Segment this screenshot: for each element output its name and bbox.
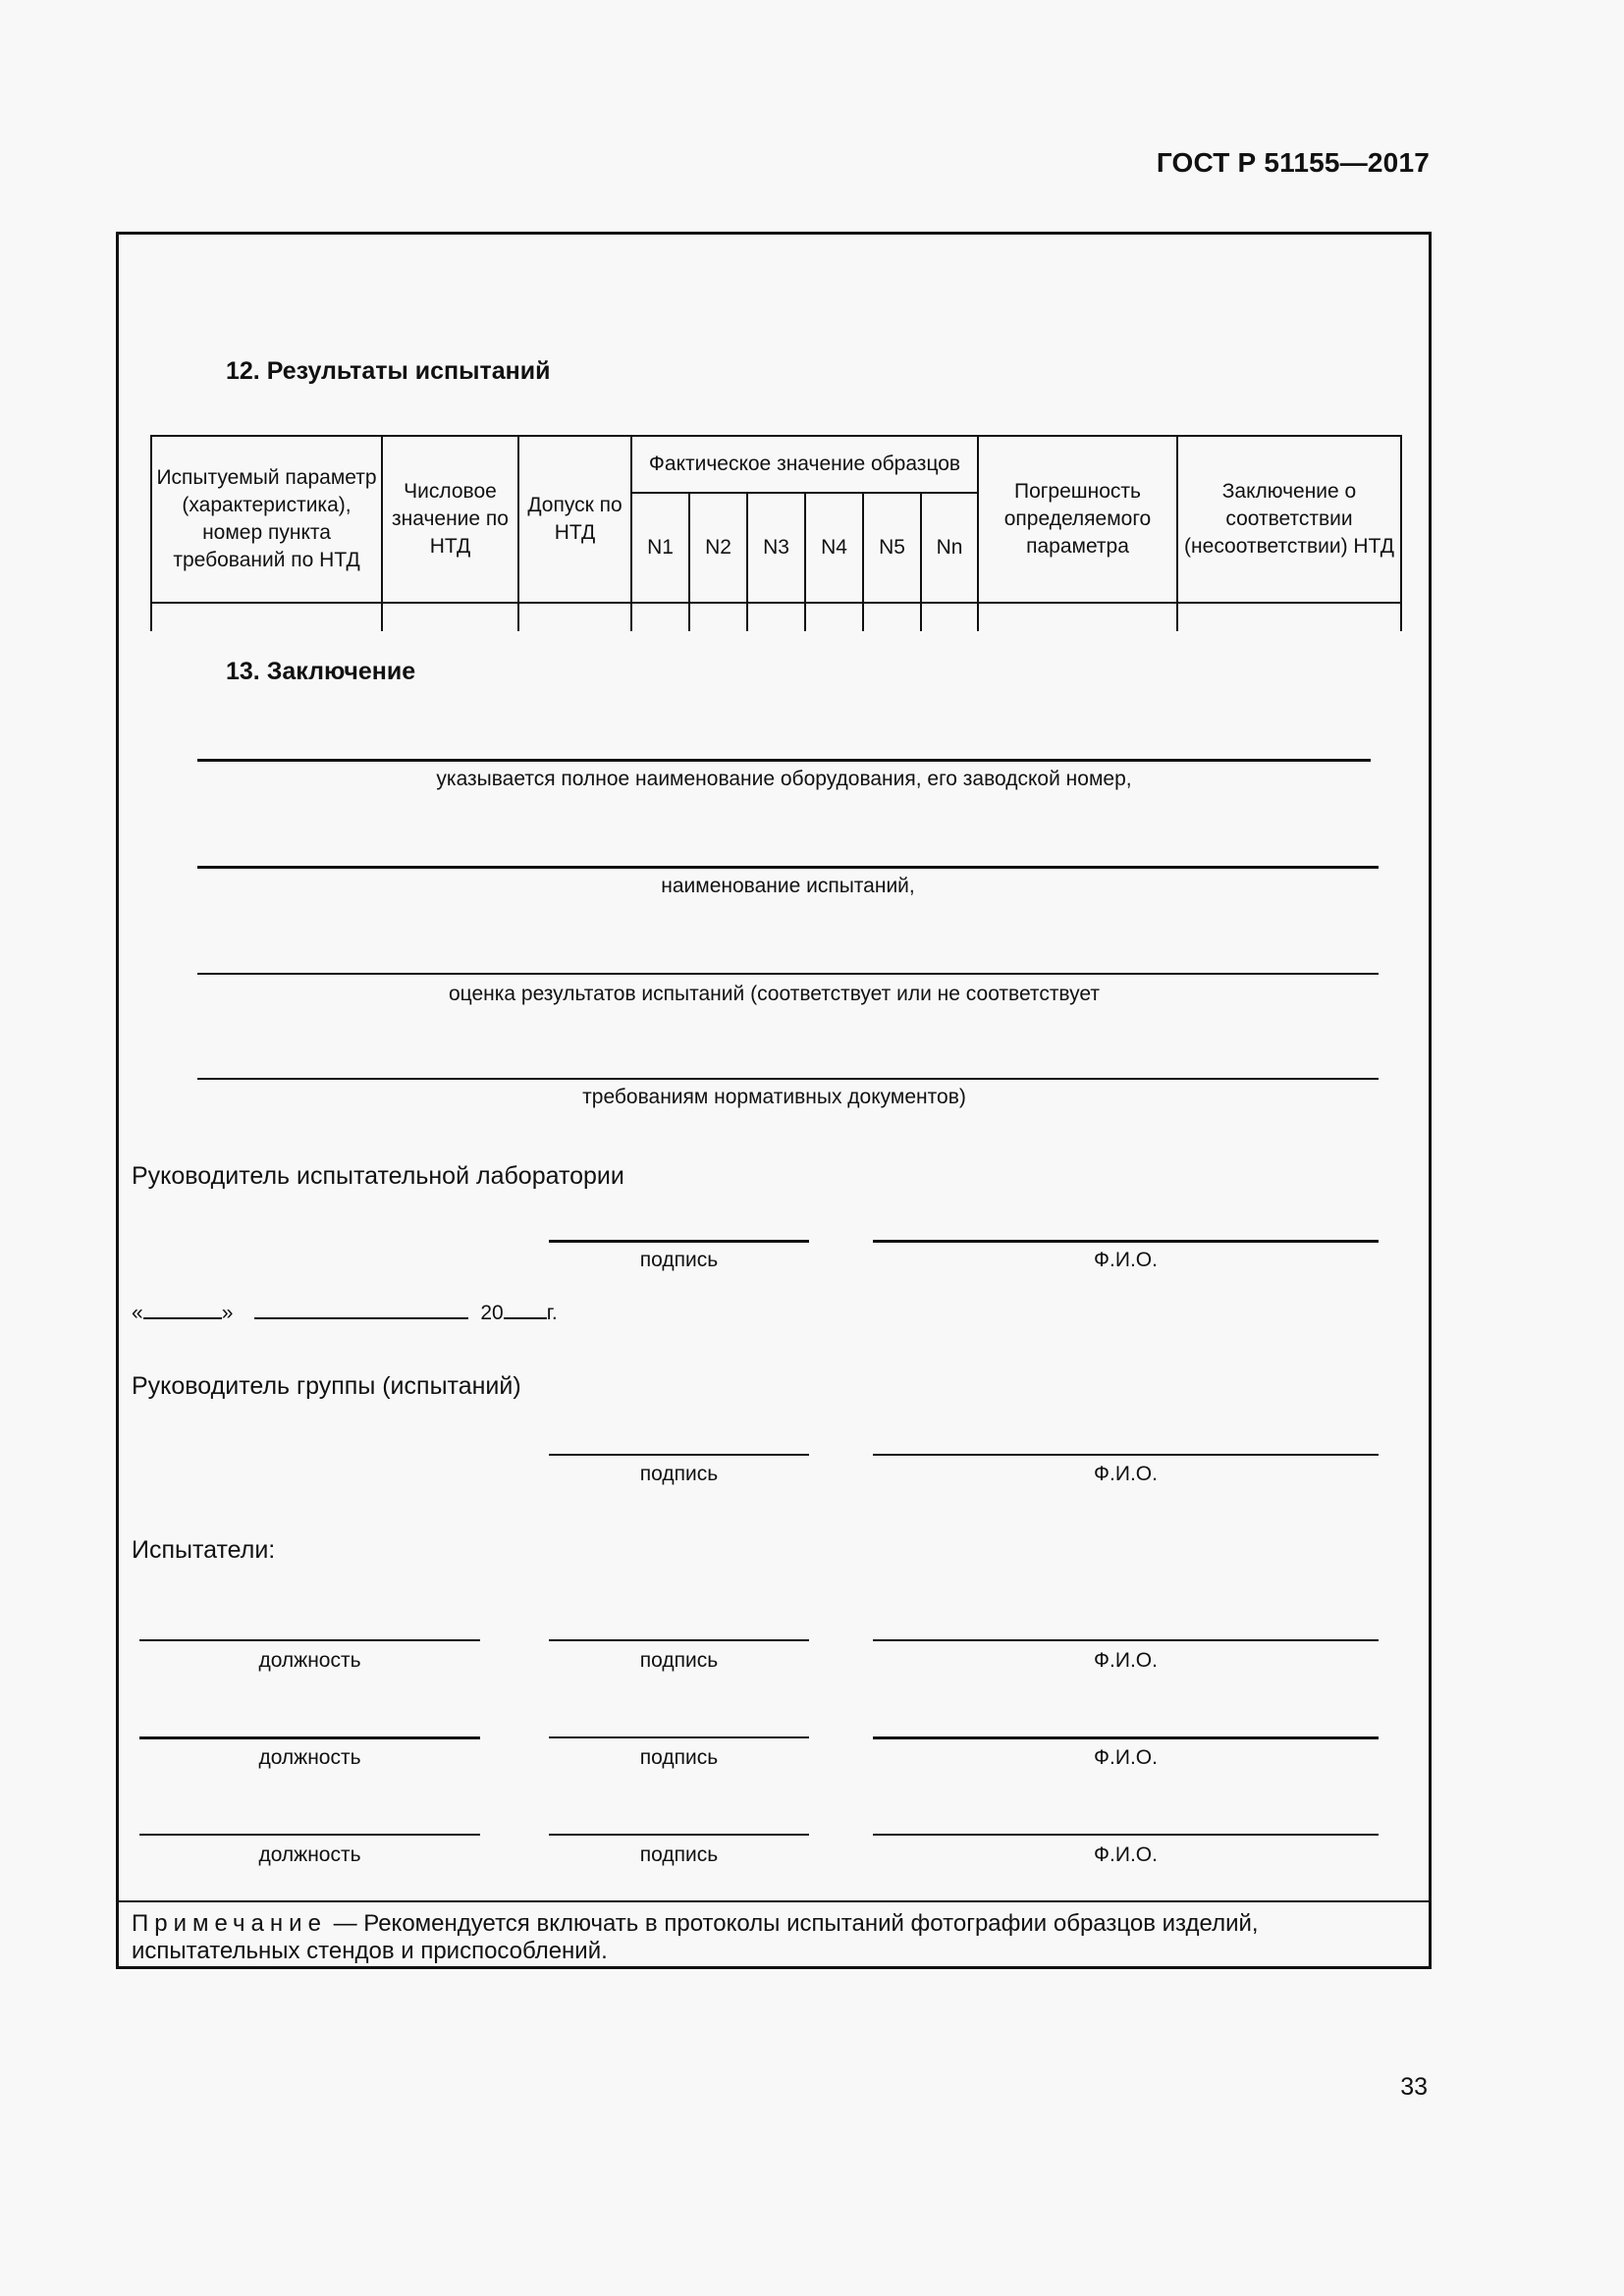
group-head-label: Руководитель группы (испытаний) xyxy=(132,1372,521,1400)
table-cell xyxy=(382,603,518,631)
signature-caption: подпись xyxy=(639,1249,719,1271)
date-month-blank xyxy=(254,1298,468,1319)
table-cell xyxy=(921,603,978,631)
date-close-quote: » xyxy=(221,1302,234,1324)
table-cell xyxy=(863,603,921,631)
note-label: Примечание xyxy=(132,1910,327,1937)
conclusion-line-2 xyxy=(197,866,1379,869)
name-caption: Ф.И.О. xyxy=(1094,1463,1158,1485)
header-conclusion: Заключение о соответствии (несоответствии) НТД xyxy=(1177,436,1401,603)
date-day-blank xyxy=(143,1298,222,1319)
header-parameter: Испытуемый параметр (характеристика), номер пункта требований по НТД xyxy=(151,436,382,603)
page-number: 33 xyxy=(1400,2073,1428,2101)
tester-2-signature-line xyxy=(549,1736,809,1738)
document-code: ГОСТ Р 51155—2017 xyxy=(1156,147,1430,178)
section-13-title: 13. Заключение xyxy=(226,658,416,685)
note xyxy=(132,1910,1408,1965)
lab-head-name-line xyxy=(873,1240,1379,1243)
testers-label: Испытатели: xyxy=(132,1536,276,1564)
date-open-quote: « xyxy=(132,1302,143,1324)
position-caption: должность xyxy=(258,1843,361,1866)
signature-caption: подпись xyxy=(639,1649,719,1672)
header-sample-n2: N2 xyxy=(689,493,747,603)
lab-head-signature-line xyxy=(549,1240,809,1243)
conclusion-caption-2: наименование испытаний, xyxy=(661,875,915,897)
header-numeric-value: Числовое значение по НТД xyxy=(382,436,518,603)
note-text: — Рекомендуется включать в протоколы испытаний фотографии образцов изделий, испытательных стендов и приспособлений. xyxy=(132,1910,1259,1964)
conclusion-line-1 xyxy=(197,759,1371,762)
name-caption: Ф.И.О. xyxy=(1094,1843,1158,1866)
conclusion-caption-4: требованиям нормативных документов) xyxy=(582,1086,966,1108)
tester-3-position-line xyxy=(139,1834,480,1836)
header-error: Погрешность определяемого параметра xyxy=(978,436,1177,603)
position-caption: должность xyxy=(258,1746,361,1769)
table-row xyxy=(151,603,1401,631)
name-caption: Ф.И.О. xyxy=(1094,1249,1158,1271)
group-head-name-line xyxy=(873,1454,1379,1456)
header-sample-n1: N1 xyxy=(631,493,689,603)
table-cell xyxy=(805,603,863,631)
group-head-signature-line xyxy=(549,1454,809,1456)
table-cell xyxy=(1177,603,1401,631)
name-caption: Ф.И.О. xyxy=(1094,1649,1158,1672)
section-12-title: 12. Результаты испытаний xyxy=(226,357,551,385)
tester-3-signature-line xyxy=(549,1834,809,1836)
conclusion-caption-1: указывается полное наименование оборудования, его заводской номер, xyxy=(436,768,1132,790)
conclusion-caption-3: оценка результатов испытаний (соответствует или не соответствует xyxy=(448,983,1100,1005)
lab-head-label: Руководитель испытательной лаборатории xyxy=(132,1162,624,1190)
conclusion-line-4 xyxy=(197,1078,1379,1080)
table-cell xyxy=(978,603,1177,631)
table-cell xyxy=(518,603,631,631)
header-sample-n5: N5 xyxy=(863,493,921,603)
header-actual-values: Фактическое значение образцов xyxy=(631,436,978,493)
position-caption: должность xyxy=(258,1649,361,1672)
header-sample-n4: N4 xyxy=(805,493,863,603)
tester-1-position-line xyxy=(139,1639,480,1641)
header-sample-nn: Nn xyxy=(921,493,978,603)
tester-1-name-line xyxy=(873,1639,1379,1641)
tester-2-position-line xyxy=(139,1736,480,1739)
signature-caption: подпись xyxy=(639,1843,719,1866)
header-sample-n3: N3 xyxy=(747,493,805,603)
date-year-prefix: 20 xyxy=(480,1302,504,1324)
date-row xyxy=(132,1298,558,1325)
signature-caption: подпись xyxy=(639,1746,719,1769)
tester-3-name-line xyxy=(873,1834,1379,1836)
header-tolerance: Допуск по НТД xyxy=(518,436,631,603)
tester-1-signature-line xyxy=(549,1639,809,1641)
name-caption: Ф.И.О. xyxy=(1094,1746,1158,1769)
results-table xyxy=(150,435,1402,631)
signature-caption: подпись xyxy=(639,1463,719,1485)
date-year-blank xyxy=(504,1298,547,1319)
table-cell xyxy=(151,603,382,631)
date-year-suffix: г. xyxy=(546,1302,558,1324)
table-cell xyxy=(689,603,747,631)
conclusion-line-3 xyxy=(197,973,1379,975)
table-cell xyxy=(747,603,805,631)
note-separator xyxy=(116,1900,1432,1902)
table-cell xyxy=(631,603,689,631)
tester-2-name-line xyxy=(873,1736,1379,1739)
